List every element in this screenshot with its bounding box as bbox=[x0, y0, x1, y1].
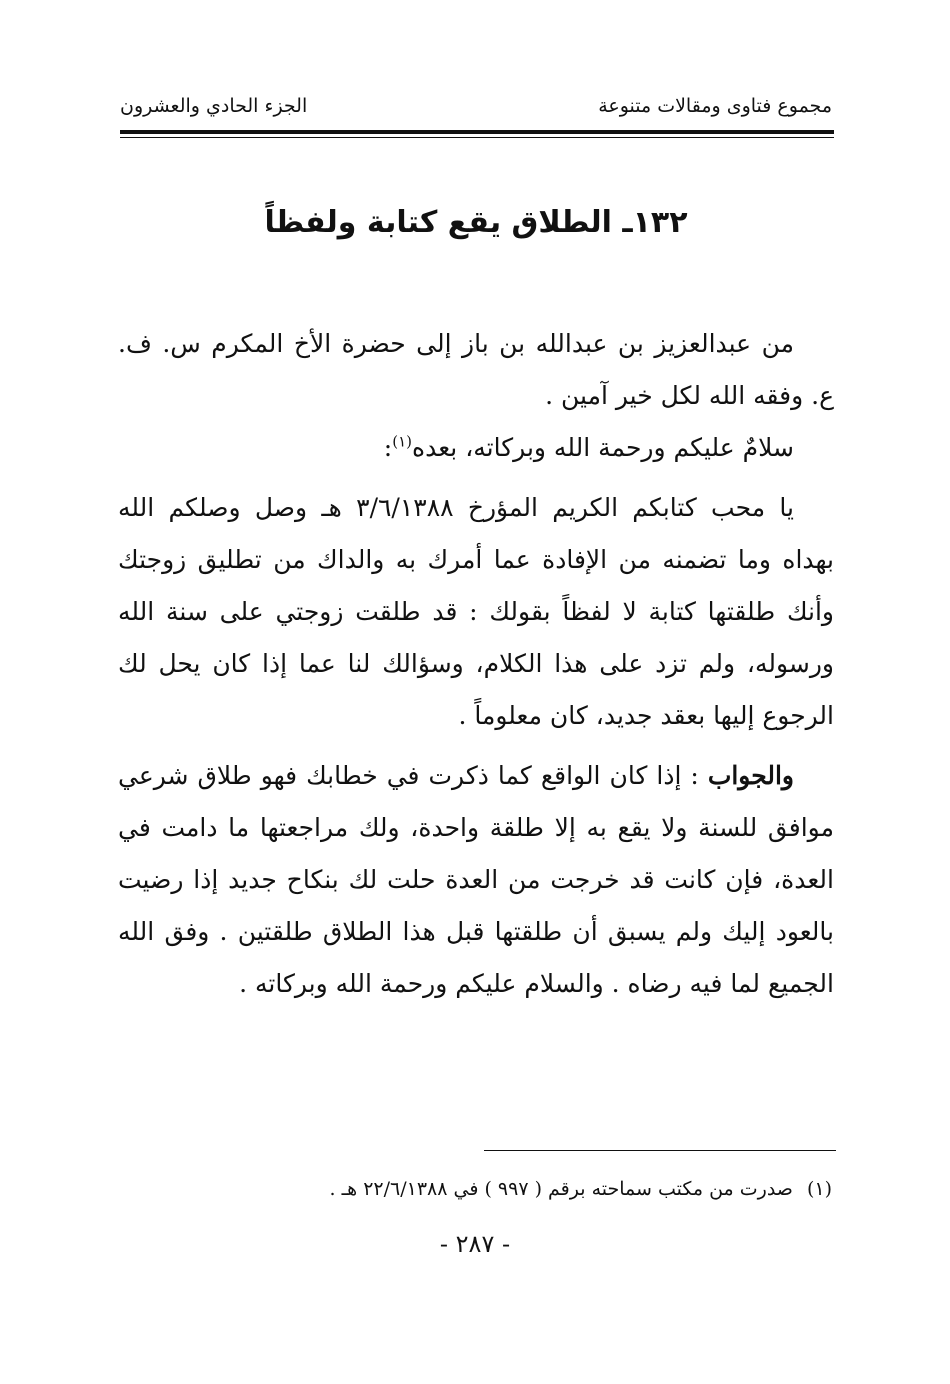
body-text bbox=[118, 318, 834, 1010]
answer-paragraph bbox=[118, 750, 834, 1010]
greeting-colon: : bbox=[383, 433, 393, 462]
footnote-text: صدرت من مكتب سماحته برقم ( ٩٩٧ ) في ٢٢/٦/١٣٨٨ هـ . bbox=[329, 1178, 793, 1200]
header-rule-thin bbox=[120, 137, 834, 138]
footnote-marker: (١) bbox=[392, 432, 413, 451]
footnote-number: (١) bbox=[806, 1178, 832, 1200]
answer-text: : إذا كان الواقع كما ذكرت في خطابك فهو طلاق شرعي موافق للسنة ولا يقع به إلا طلقة واحدة، ولك مراجعتها ما دامت في العدة، فإن كانت قد خرجت من العدة حلت لك بنكاح جديد إذا رضيت بالعود إليك ولم يسبق أن طلقتها قبل هذا الطلاق طلقتين . وفق الله الجميع لما فيه رضاه . والسلام عليكم ورحمة الله وبركاته . bbox=[118, 761, 834, 998]
header-volume: الجزء الحادي والعشرون bbox=[120, 95, 308, 117]
header-rule-thick bbox=[120, 130, 834, 134]
footnote-rule bbox=[484, 1150, 836, 1151]
greeting-paragraph bbox=[118, 422, 834, 474]
question-paragraph: يا محب كتابكم الكريم المؤرخ ٣/٦/١٣٨٨ هـ وصل وصلكم الله بهداه وما تضمنه من الإفادة عما أمرك به والداك من تطليق زوجتك وأنك طلقتها كتابة لا لفظاً بقولك : قد طلقت زوجتي على سنة الله ورسوله، ولم تزد على هذا الكلام، وسؤالك لنا عما إذا كان يحل لك الرجوع إليها بعقد جديد، كان معلوماً . bbox=[118, 493, 834, 730]
footnote bbox=[120, 1174, 832, 1204]
running-header bbox=[120, 88, 832, 124]
page-number: - ٢٨٧ - bbox=[439, 1230, 511, 1258]
header-book-title: مجموع فتاوى ومقالات متنوعة bbox=[598, 95, 832, 117]
greeting-text: سلامٌ عليكم ورحمة الله وبركاته، بعده bbox=[412, 433, 794, 462]
chapter-title: ١٣٢ـ الطلاق يقع كتابة ولفظاً bbox=[264, 205, 688, 240]
addressee-paragraph: من عبدالعزيز بن عبدالله بن باز إلى حضرة الأخ المكرم س. ف. ع. وفقه الله لكل خير آمين . bbox=[118, 329, 834, 410]
answer-lead: والجواب bbox=[707, 761, 794, 790]
